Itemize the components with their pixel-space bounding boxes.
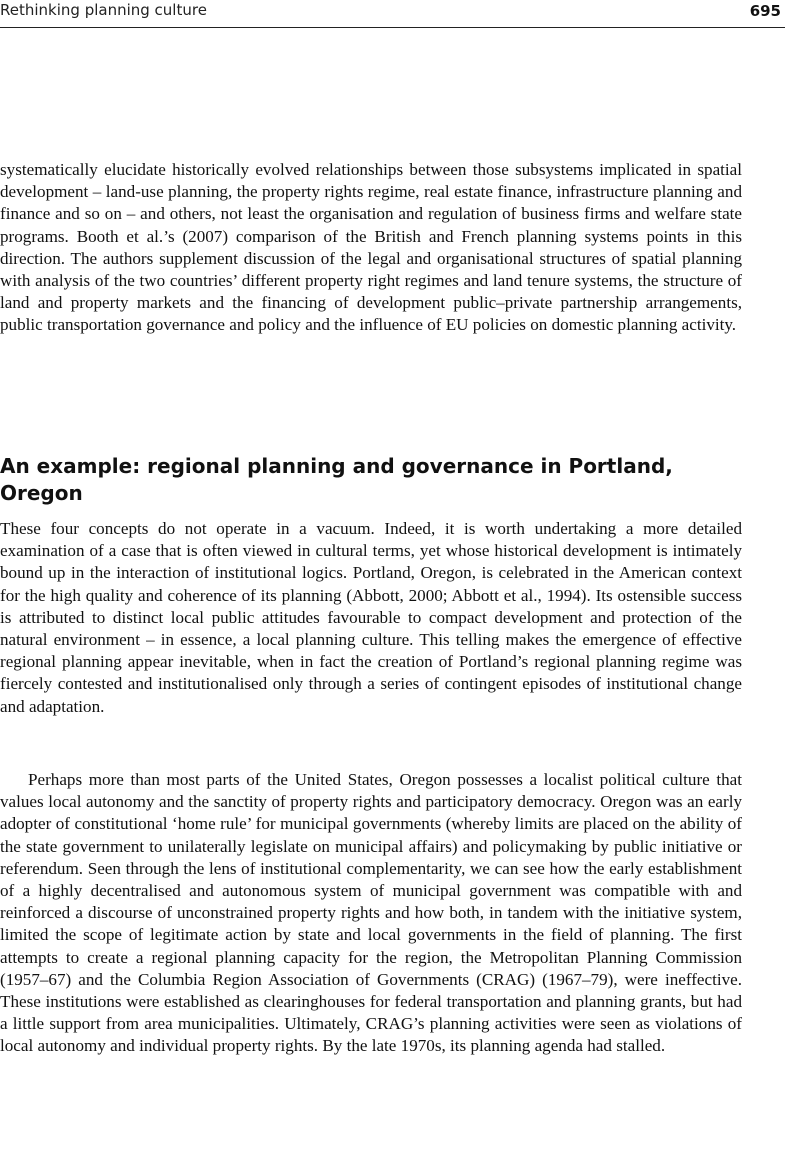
page-number: 695 <box>749 2 781 20</box>
body-paragraph-2: Perhaps more than most parts of the United States, Oregon possesses a localist political culture that values local autonomy and the sanctity of property rights and participatory democracy. Oregon was an early adopter of constitutional ‘home rule’ for municipal governments (whereby limits are placed on the ability of the state government to unilaterally legislate on municipal affairs) and policymaking by public initiative or referendum. Seen through the lens of institutional complementarity, we can see how the early establishment of a highly decentralised and autonomous system of municipal government was compatible with and reinforced a discourse of unconstrained property rights and how both, in tandem with the initiative system, limited the scope of legitimate action by state and local governments in the field of planning. The first attempts to create a regional planning capacity for the region, the Metropolitan Planning Commission (1957–67) and the Columbia Region Association of Governments (CRAG) (1967–79), were ineffective. These institutions were established as clearinghouses for federal transportation and planning grants, but had a little support from area municipalities. Ultimately, CRAG’s planning activities were seen as violations of local autonomy and individual property rights. By the late 1970s, its planning agenda had stalled. <box>0 770 742 1056</box>
body-paragraph-1: These four concepts do not operate in a vacuum. Indeed, it is worth undertaking a more detailed examination of a case that is often viewed in cultural terms, yet whose historical development is intimately bound up in the interaction of institutional logics. Portland, Oregon, is celebrated in the American context for the high quality and coherence of its planning (Abbott, 2000; Abbott et al., 1994). Its ostensible success is attributed to distinct local public attitudes favourable to compact development and protection of the natural environment – in essence, a local planning culture. This telling makes the emergence of effective regional planning appear inevitable, when in fact the creation of Portland’s regional planning regime was fiercely contested and institutionalised only through a series of contingent episodes of institutional change and adaptation. <box>0 519 742 716</box>
body-paragraph-intro: systematically elucidate historically evolved relationships between those subsystems implicated in spatial development – land-use planning, the property rights regime, real estate finance, infrastructure planning and finance and so on – and others, not least the organisation and regulation of business firms and welfare state programs. Booth et al.’s (2007) comparison of the British and French planning systems points in this direction. The authors supplement discussion of the legal and organisational structures of spatial planning with analysis of the two countries’ different property right regimes and land tenure systems, the structure of land and property markets and the financing of development public–private partnership arrangements, public transportation governance and policy and the influence of EU policies on domestic planning activity. <box>0 160 742 335</box>
running-title: Rethinking planning culture <box>0 1 207 19</box>
running-header <box>0 0 785 28</box>
section-heading: An example: regional planning and governance in Portland, Oregon <box>0 454 673 505</box>
